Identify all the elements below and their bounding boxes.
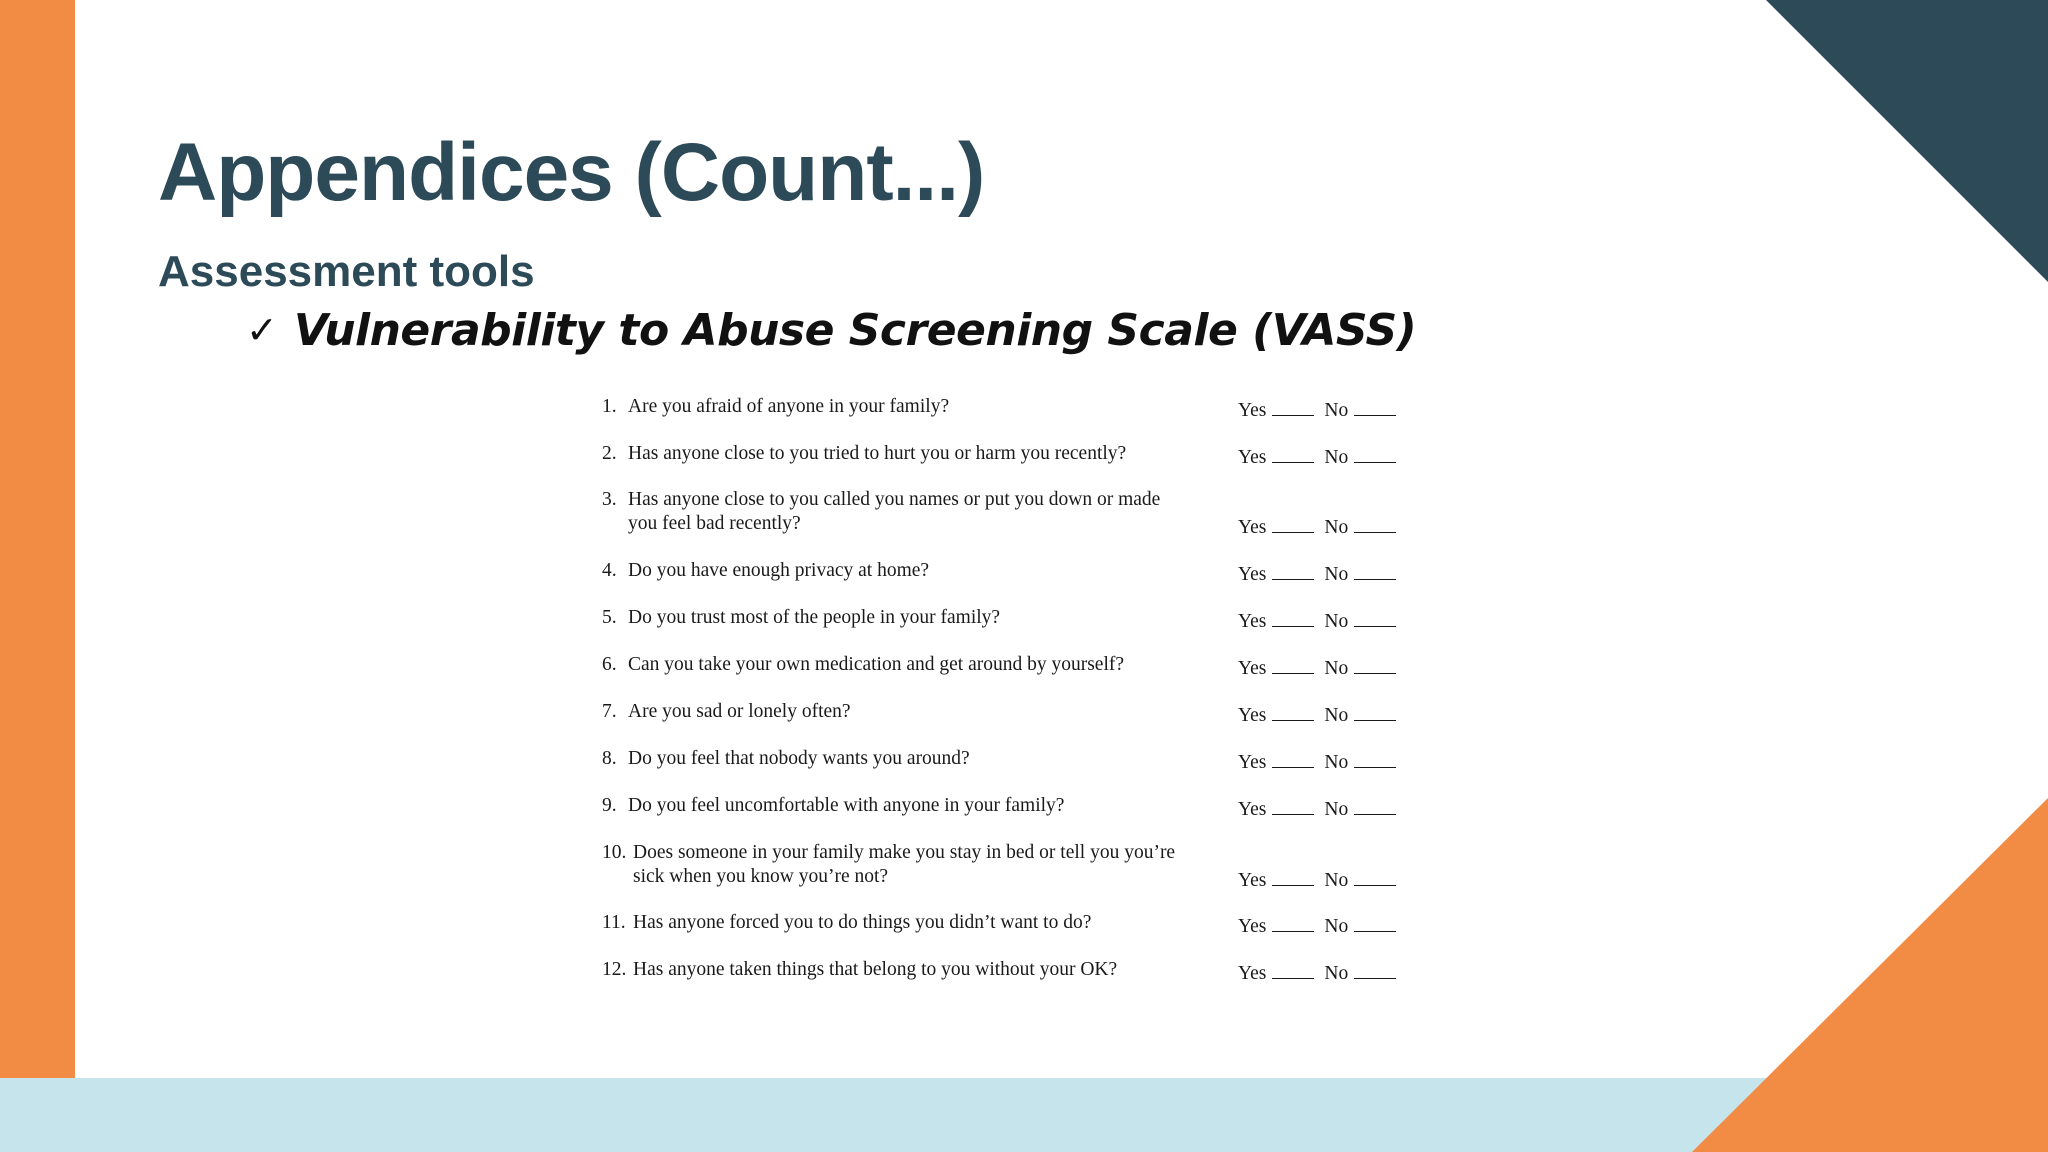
yes-blank	[1272, 653, 1314, 674]
question-text: Can you take your own medication and get around by yourself?	[628, 654, 1125, 675]
yes-blank	[1272, 395, 1314, 416]
yes-label: Yes	[1238, 658, 1267, 679]
no-label: No	[1324, 400, 1349, 421]
slide-subtitle: Assessment tools	[158, 247, 535, 296]
question-number: 4.	[602, 560, 617, 581]
slide-title: Appendices (Count...)	[158, 127, 985, 218]
no-blank	[1354, 865, 1396, 886]
no-label: No	[1324, 517, 1349, 538]
question-text: Do you have enough privacy at home?	[628, 560, 930, 581]
no-label: No	[1324, 916, 1349, 937]
yes-blank	[1272, 794, 1314, 815]
answer-12	[1238, 958, 1396, 986]
yes-blank	[1272, 865, 1314, 886]
yes-label: Yes	[1238, 517, 1267, 538]
question-5	[602, 606, 1242, 630]
question-number: 6.	[602, 654, 617, 675]
question-12	[602, 958, 1242, 982]
question-number: 7.	[602, 701, 617, 722]
question-6	[602, 653, 1242, 677]
question-1	[602, 395, 1242, 419]
no-blank	[1354, 512, 1396, 533]
question-number: 9.	[602, 795, 617, 816]
question-number: 3.	[602, 489, 617, 510]
answer-4	[1238, 559, 1396, 587]
question-9	[602, 794, 1242, 818]
no-label: No	[1324, 799, 1349, 820]
question-7	[602, 700, 1242, 724]
checkmark-icon: ✓	[246, 308, 278, 352]
question-number: 5.	[602, 607, 617, 628]
yes-label: Yes	[1238, 611, 1267, 632]
question-3	[602, 488, 1242, 536]
answer-1	[1238, 395, 1396, 423]
question-text-continued: you feel bad recently?	[628, 513, 801, 534]
yes-label: Yes	[1238, 799, 1267, 820]
yes-blank	[1272, 442, 1314, 463]
yes-blank	[1272, 700, 1314, 721]
yes-blank	[1272, 512, 1314, 533]
question-number: 8.	[602, 748, 617, 769]
yes-blank	[1272, 747, 1314, 768]
no-label: No	[1324, 564, 1349, 585]
no-label: No	[1324, 705, 1349, 726]
question-number: 10.	[602, 842, 627, 863]
question-text: Does someone in your family make you stay in bed or tell you you’re	[633, 842, 1176, 863]
question-text: Are you sad or lonely often?	[628, 701, 851, 722]
yes-blank	[1272, 559, 1314, 580]
yes-label: Yes	[1238, 963, 1267, 984]
yes-blank	[1272, 911, 1314, 932]
question-text: Do you feel uncomfortable with anyone in your family?	[628, 795, 1065, 816]
answer-2	[1238, 442, 1396, 470]
answer-6	[1238, 653, 1396, 681]
yes-label: Yes	[1238, 447, 1267, 468]
answer-11	[1238, 911, 1396, 939]
no-blank	[1354, 653, 1396, 674]
question-text: Do you feel that nobody wants you around?	[628, 748, 970, 769]
no-blank	[1354, 395, 1396, 416]
yes-label: Yes	[1238, 564, 1267, 585]
no-blank	[1354, 911, 1396, 932]
no-blank	[1354, 606, 1396, 627]
no-blank	[1354, 700, 1396, 721]
question-4	[602, 559, 1242, 583]
no-label: No	[1324, 752, 1349, 773]
answer-9	[1238, 794, 1396, 822]
no-label: No	[1324, 658, 1349, 679]
question-number: 2.	[602, 443, 617, 464]
question-text-continued: sick when you know you’re not?	[633, 866, 889, 887]
answer-7	[1238, 700, 1396, 728]
yes-label: Yes	[1238, 870, 1267, 891]
question-number: 12.	[602, 959, 627, 980]
no-label: No	[1324, 611, 1349, 632]
no-blank	[1354, 559, 1396, 580]
answer-10	[1238, 865, 1396, 893]
question-10	[602, 841, 1242, 889]
question-text: Are you afraid of anyone in your family?	[628, 396, 950, 417]
question-number: 11.	[602, 912, 626, 933]
question-8	[602, 747, 1242, 771]
question-text: Has anyone close to you called you names or put you down or made	[628, 489, 1161, 510]
no-label: No	[1324, 447, 1349, 468]
answer-5	[1238, 606, 1396, 634]
no-blank	[1354, 958, 1396, 979]
yes-label: Yes	[1238, 916, 1267, 937]
question-number: 1.	[602, 396, 617, 417]
question-2	[602, 442, 1242, 466]
no-blank	[1354, 794, 1396, 815]
question-text: Do you trust most of the people in your family?	[628, 607, 1001, 628]
yes-label: Yes	[1238, 400, 1267, 421]
question-11	[602, 911, 1242, 935]
no-blank	[1354, 747, 1396, 768]
no-label: No	[1324, 963, 1349, 984]
no-blank	[1354, 442, 1396, 463]
yes-label: Yes	[1238, 705, 1267, 726]
answer-3	[1238, 512, 1396, 540]
question-text: Has anyone close to you tried to hurt you or harm you recently?	[628, 443, 1127, 464]
yes-blank	[1272, 606, 1314, 627]
answer-8	[1238, 747, 1396, 775]
tool-name: Vulnerability to Abuse Screening Scale (VASS)	[293, 304, 1417, 356]
yes-label: Yes	[1238, 752, 1267, 773]
question-text: Has anyone forced you to do things you didn’t want to do?	[633, 912, 1092, 933]
question-text: Has anyone taken things that belong to you without your OK?	[633, 959, 1118, 980]
no-label: No	[1324, 870, 1349, 891]
yes-blank	[1272, 958, 1314, 979]
